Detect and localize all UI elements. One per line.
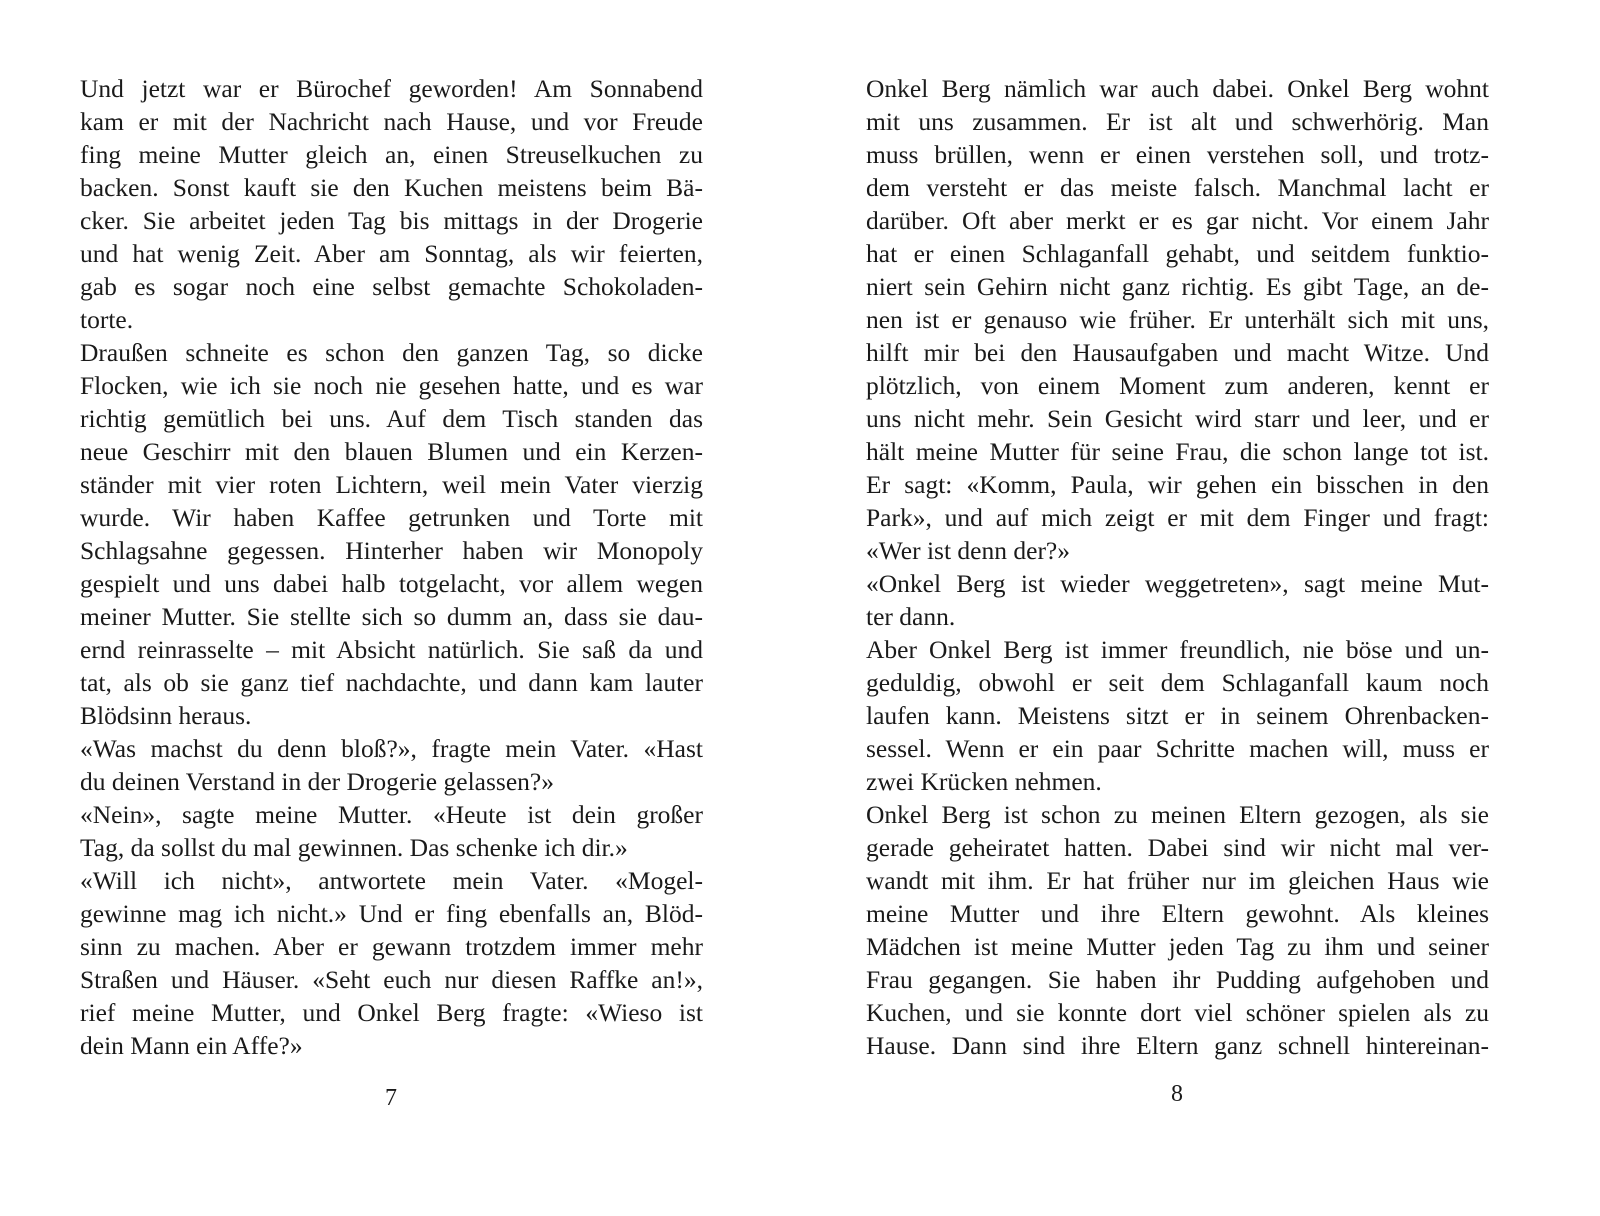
text-line: dem versteht er das meiste falsch. Manchmal lacht er — [866, 173, 1489, 202]
text-line: wurde. Wir haben Kaffee getrunken und Torte mit — [80, 503, 703, 532]
text-line: wandt mit ihm. Er hat früher nur im gleichen Haus wie — [866, 866, 1489, 895]
text-line: und hat wenig Zeit. Aber am Sonntag, als wir feierten, — [80, 239, 703, 268]
text-line: Tag, da sollst du mal gewinnen. Das schenke ich dir.» — [80, 833, 628, 862]
text-line: muss brüllen, wenn er einen verstehen soll, und trotz- — [866, 140, 1489, 169]
text-line: gewinne mag ich nicht.» Und er fing ebenfalls an, Blöd- — [80, 899, 703, 928]
text-line: kam er mit der Nachricht nach Hause, und vor Freude — [80, 107, 703, 136]
text-line: Park», und auf mich zeigt er mit dem Finger und fragt: — [866, 503, 1489, 532]
text-line: Frau gegangen. Sie haben ihr Pudding aufgehoben und — [866, 965, 1489, 994]
text-line: Flocken, wie ich sie noch nie gesehen hatte, und es war — [80, 371, 703, 400]
text-line: Schlagsahne gegessen. Hinterher haben wir Monopoly — [80, 536, 703, 565]
text-line: cker. Sie arbeitet jeden Tag bis mittags in der Drogerie — [80, 206, 703, 235]
text-line: tat, als ob sie ganz tief nachdachte, und dann kam lauter — [80, 668, 703, 697]
text-line: Blödsinn heraus. — [80, 701, 252, 730]
text-line: dein Mann ein Affe?» — [80, 1031, 303, 1060]
text-line: Mädchen ist meine Mutter jeden Tag zu ihm und seiner — [866, 932, 1489, 961]
text-line: zwei Krücken nehmen. — [866, 767, 1102, 796]
text-line: hilft mir bei den Hausaufgaben und macht Witze. Und — [866, 338, 1489, 367]
text-line: gerade geheiratet hatten. Dabei sind wir nicht mal ver- — [866, 833, 1489, 862]
text-line: richtig gemütlich bei uns. Auf dem Tisch standen das — [80, 404, 703, 433]
text-line: sinn zu machen. Aber er gewann trotzdem immer mehr — [80, 932, 703, 961]
text-line: ernd reinrasselte – mit Absicht natürlich. Sie saß da und — [80, 635, 703, 664]
text-line: Aber Onkel Berg ist immer freundlich, nie böse und un- — [866, 635, 1489, 664]
text-line: niert sein Gehirn nicht ganz richtig. Es gibt Tage, an de- — [866, 272, 1489, 301]
page-number-left: 7 — [385, 1085, 397, 1111]
text-line: meine Mutter und ihre Eltern gewohnt. Als kleines — [866, 899, 1489, 928]
text-line: Onkel Berg nämlich war auch dabei. Onkel Berg wohnt — [866, 74, 1489, 103]
text-line: «Was machst du denn bloß?», fragte mein Vater. «Hast — [80, 734, 703, 763]
text-line: Onkel Berg ist schon zu meinen Eltern gezogen, als sie — [866, 800, 1489, 829]
text-line: meiner Mutter. Sie stellte sich so dumm an, dass sie dau- — [80, 602, 703, 631]
text-line: du deinen Verstand in der Drogerie gelassen?» — [80, 767, 554, 796]
text-line: gespielt und uns dabei halb totgelacht, vor allem wegen — [80, 569, 703, 598]
text-line: Hause. Dann sind ihre Eltern ganz schnell hintereinan- — [866, 1031, 1489, 1060]
text-line: hat er einen Schlaganfall gehabt, und seitdem funktio- — [866, 239, 1489, 268]
text-line: «Wer ist denn der?» — [866, 536, 1070, 565]
text-line: nen ist er genauso wie früher. Er unterhält sich mit uns, — [866, 305, 1489, 334]
text-line: «Will ich nicht», antwortete mein Vater. «Mogel- — [80, 866, 703, 895]
text-line: laufen kann. Meistens sitzt er in seinem Ohrenbacken- — [866, 701, 1489, 730]
right-page-text — [866, 72, 1489, 1062]
text-line: rief meine Mutter, und Onkel Berg fragte: «Wieso ist — [80, 998, 703, 1027]
text-line: Und jetzt war er Bürochef geworden! Am Sonnabend — [80, 74, 703, 103]
text-line: backen. Sonst kauft sie den Kuchen meistens beim Bä- — [80, 173, 703, 202]
text-line: darüber. Oft aber merkt er es gar nicht. Vor einem Jahr — [866, 206, 1489, 235]
text-line: sessel. Wenn er ein paar Schritte machen will, muss er — [866, 734, 1489, 763]
text-line: uns nicht mehr. Sein Gesicht wird starr und leer, und er — [866, 404, 1489, 433]
text-line: Kuchen, und sie konnte dort viel schöner spielen als zu — [866, 998, 1489, 1027]
text-line: «Onkel Berg ist wieder weggetreten», sagt meine Mut- — [866, 569, 1489, 598]
text-line: «Nein», sagte meine Mutter. «Heute ist dein großer — [80, 800, 703, 829]
text-line: plötzlich, von einem Moment zum anderen, kennt er — [866, 371, 1489, 400]
left-page-text — [80, 72, 703, 1062]
text-line: Straßen und Häuser. «Seht euch nur diesen Raffke an!», — [80, 965, 703, 994]
text-line: gab es sogar noch eine selbst gemachte Schokoladen- — [80, 272, 703, 301]
text-line: Draußen schneite es schon den ganzen Tag, so dicke — [80, 338, 703, 367]
text-line: fing meine Mutter gleich an, einen Streuselkuchen zu — [80, 140, 703, 169]
text-line: Er sagt: «Komm, Paula, wir gehen ein bisschen in den — [866, 470, 1489, 499]
page-number-right: 8 — [1171, 1081, 1183, 1107]
text-line: hält meine Mutter für seine Frau, die schon lange tot ist. — [866, 437, 1489, 466]
text-line: neue Geschirr mit den blauen Blumen und ein Kerzen- — [80, 437, 703, 466]
text-line: ter dann. — [866, 602, 956, 631]
text-line: torte. — [80, 305, 134, 334]
text-line: geduldig, obwohl er seit dem Schlaganfall kaum noch — [866, 668, 1489, 697]
text-line: mit uns zusammen. Er ist alt und schwerhörig. Man — [866, 107, 1489, 136]
text-line: ständer mit vier roten Lichtern, weil mein Vater vierzig — [80, 470, 703, 499]
